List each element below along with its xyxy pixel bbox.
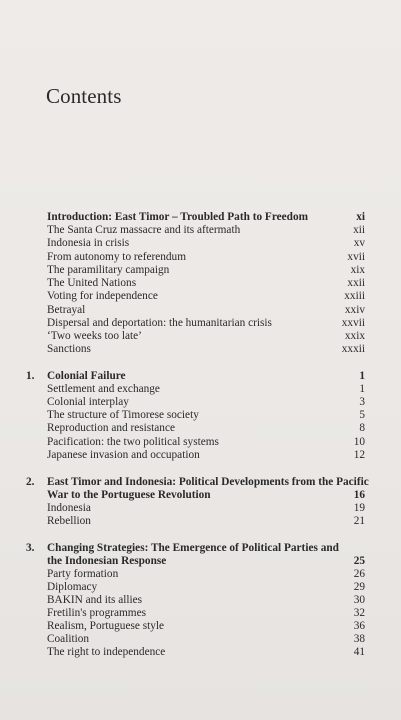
toc-entry bbox=[0, 383, 401, 396]
toc-entry bbox=[0, 317, 401, 330]
toc-entry bbox=[0, 422, 401, 435]
toc-entry bbox=[0, 568, 401, 581]
entry-page-number: xxiii bbox=[344, 290, 365, 302]
toc-entry bbox=[0, 251, 401, 264]
entry-title: Fretilin's programmes bbox=[47, 607, 146, 619]
entry-page-number: xxix bbox=[344, 330, 365, 342]
toc-entry bbox=[0, 290, 401, 303]
chapter-number: 2. bbox=[26, 476, 35, 488]
toc-entry bbox=[0, 502, 401, 515]
entry-title: Indonesia bbox=[47, 502, 91, 514]
toc-entry bbox=[0, 449, 401, 462]
entry-title: Colonial interplay bbox=[47, 396, 129, 408]
entry-title: Rebellion bbox=[47, 515, 91, 527]
entry-title: Pacification: the two political systems bbox=[47, 436, 219, 448]
entry-title: The right to independence bbox=[47, 646, 166, 658]
entry-page-number: xxiv bbox=[344, 304, 365, 316]
toc-entry bbox=[0, 646, 401, 659]
entry-page-number: 25 bbox=[353, 555, 365, 567]
entry-title: ‘Two weeks too late’ bbox=[47, 330, 142, 342]
toc-entry bbox=[0, 581, 401, 594]
entry-title: The structure of Timorese society bbox=[47, 409, 199, 421]
entry-page-number: 32 bbox=[353, 607, 365, 619]
chapter-number: 1. bbox=[26, 370, 35, 382]
toc-entry bbox=[0, 515, 401, 528]
toc-entry bbox=[0, 237, 401, 250]
entry-title: Realism, Portuguese style bbox=[47, 620, 165, 632]
toc-entry bbox=[0, 555, 401, 568]
entry-page-number: 29 bbox=[353, 581, 365, 593]
entry-title: From autonomy to referendum bbox=[47, 251, 186, 263]
entry-title: The United Nations bbox=[47, 277, 137, 289]
entry-title: Betrayal bbox=[47, 304, 86, 316]
toc-entry bbox=[0, 633, 401, 646]
page-heading: Contents bbox=[46, 84, 122, 108]
entry-page-number: 36 bbox=[353, 620, 365, 632]
entry-page-number: 8 bbox=[359, 422, 365, 434]
entry-title: The Santa Cruz massacre and its aftermath bbox=[47, 224, 241, 236]
chapter-number: 3. bbox=[26, 542, 35, 554]
entry-title: Dispersal and deportation: the humanitarian crisis bbox=[47, 317, 272, 329]
toc-entry bbox=[0, 370, 401, 383]
toc-entry bbox=[0, 396, 401, 409]
toc-entry bbox=[0, 409, 401, 422]
entry-page-number: 10 bbox=[353, 436, 365, 448]
entry-page-number: xii bbox=[353, 224, 365, 236]
entry-page-number: xxii bbox=[347, 277, 365, 289]
entry-page-number: 1 bbox=[359, 383, 365, 395]
entry-page-number: 41 bbox=[353, 646, 365, 658]
entry-page-number: 26 bbox=[353, 568, 365, 580]
entry-page-number: xi bbox=[356, 211, 365, 223]
entry-title: East Timor and Indonesia: Political Developments from the Pacific bbox=[47, 476, 369, 488]
toc-entry bbox=[0, 264, 401, 277]
entry-title: Japanese invasion and occupation bbox=[47, 449, 200, 461]
entry-title: Changing Strategies: The Emergence of Political Parties and bbox=[47, 542, 339, 554]
entry-title: Introduction: East Timor – Troubled Path to Freedom bbox=[47, 211, 309, 223]
toc-entry bbox=[0, 542, 401, 555]
toc-entry bbox=[0, 224, 401, 237]
entry-page-number: xix bbox=[350, 264, 365, 276]
toc-entry bbox=[0, 436, 401, 449]
toc-entry bbox=[0, 594, 401, 607]
toc-entry bbox=[0, 476, 401, 489]
entry-page-number: 16 bbox=[353, 489, 365, 501]
toc-entry bbox=[0, 343, 401, 356]
entry-page-number: xvii bbox=[347, 251, 365, 263]
toc-entry bbox=[0, 620, 401, 633]
entry-title: the Indonesian Response bbox=[47, 555, 167, 567]
entry-title: Indonesia in crisis bbox=[47, 237, 130, 249]
toc-entry bbox=[0, 330, 401, 343]
entry-page-number: 1 bbox=[359, 370, 365, 382]
entry-title: War to the Portuguese Revolution bbox=[47, 489, 211, 501]
entry-page-number: 30 bbox=[353, 594, 365, 606]
entry-title: Coalition bbox=[47, 633, 90, 645]
entry-page-number: 38 bbox=[353, 633, 365, 645]
entry-title: The paramilitary campaign bbox=[47, 264, 170, 276]
entry-title: Party formation bbox=[47, 568, 119, 580]
entry-title: Voting for independence bbox=[47, 290, 158, 302]
entry-page-number: 12 bbox=[353, 449, 365, 461]
entry-page-number: 5 bbox=[359, 409, 365, 421]
entry-page-number: xv bbox=[353, 237, 365, 249]
toc-entry bbox=[0, 211, 401, 224]
entry-page-number: xxxii bbox=[341, 343, 365, 355]
toc-entry bbox=[0, 304, 401, 317]
entry-page-number: 3 bbox=[359, 396, 365, 408]
entry-title: Diplomacy bbox=[47, 581, 98, 593]
toc-entry bbox=[0, 489, 401, 502]
toc-entry bbox=[0, 277, 401, 290]
entry-title: Settlement and exchange bbox=[47, 383, 160, 395]
entry-title: Sanctions bbox=[47, 343, 91, 355]
entry-page-number: xxvii bbox=[341, 317, 365, 329]
toc-entry bbox=[0, 607, 401, 620]
entry-title: BAKIN and its allies bbox=[47, 594, 143, 606]
entry-title: Reproduction and resistance bbox=[47, 422, 175, 434]
entry-title: Colonial Failure bbox=[47, 370, 126, 382]
entry-page-number: 19 bbox=[353, 502, 365, 514]
entry-page-number: 21 bbox=[353, 515, 365, 527]
